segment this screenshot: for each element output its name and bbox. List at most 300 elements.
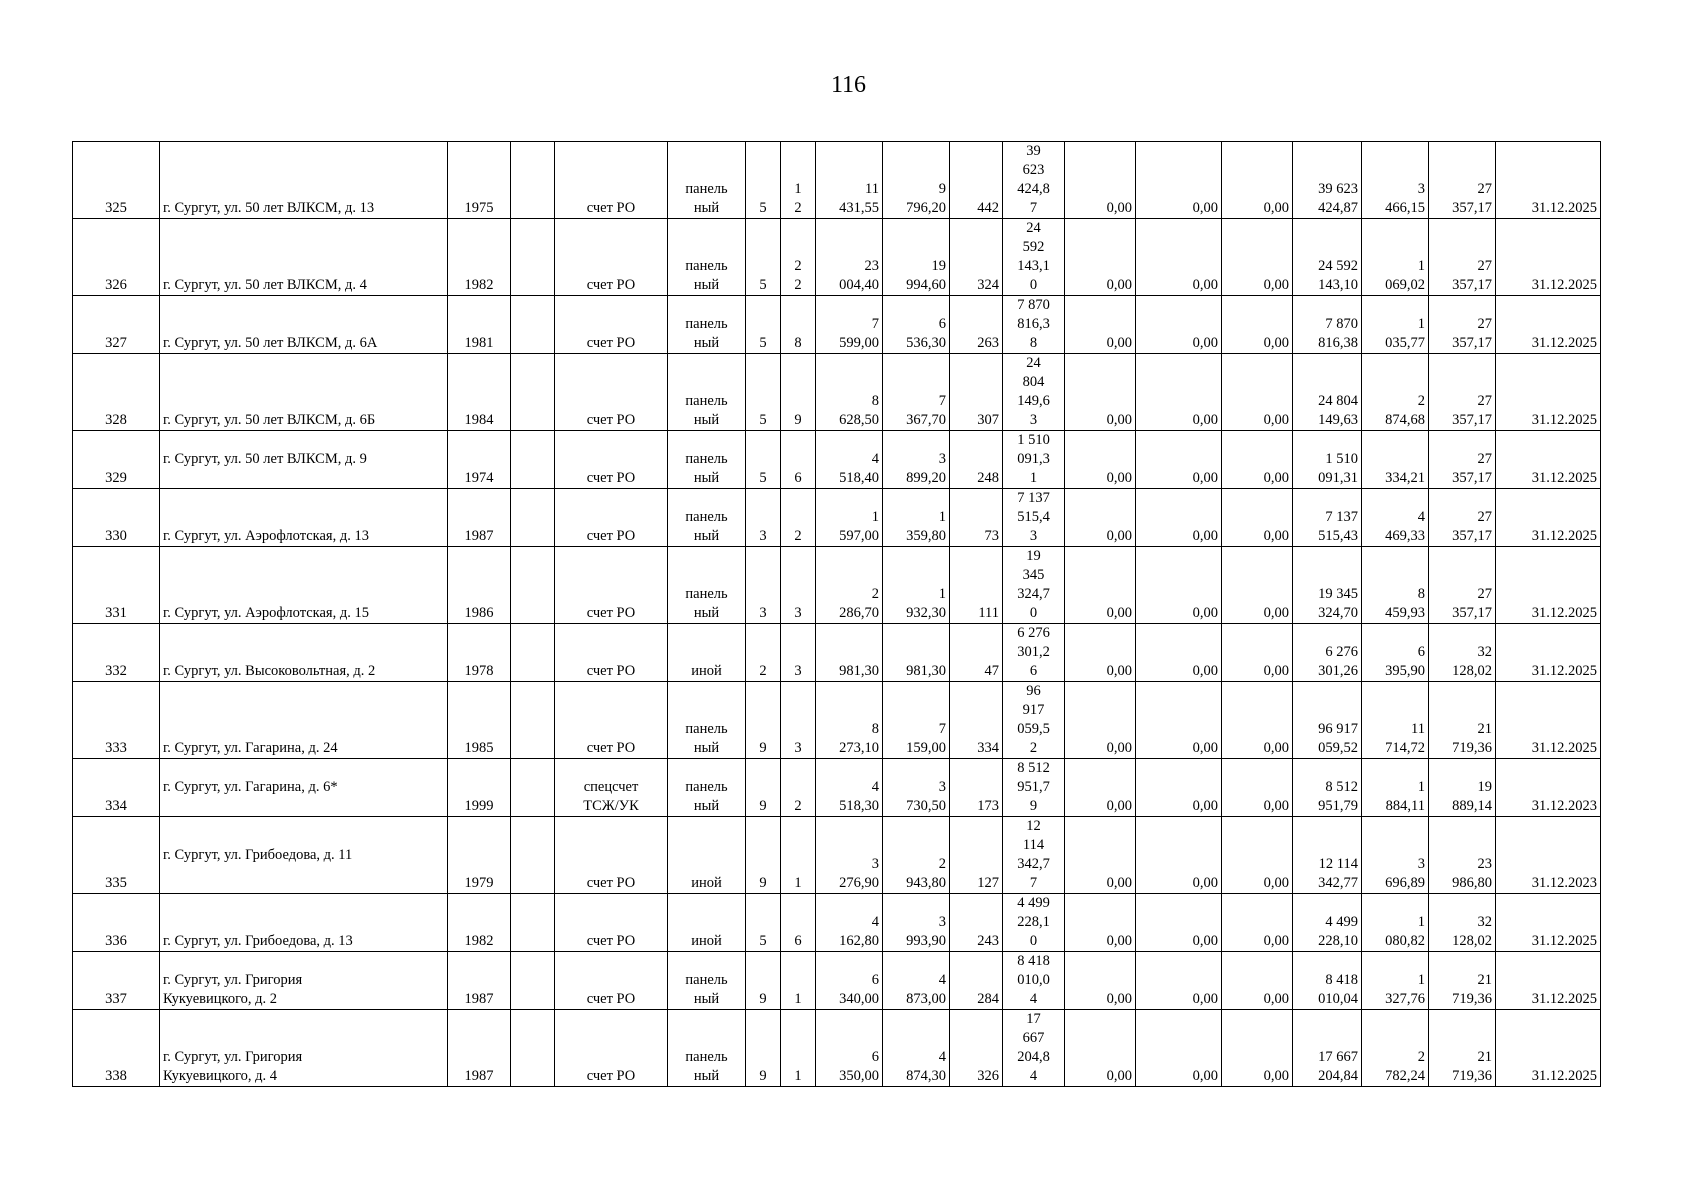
repair-cost-cell (1003, 682, 1065, 759)
floors-cell-text: 5 (759, 933, 767, 949)
row-number-cell (73, 1010, 160, 1087)
floors-cell-text: 9 (759, 991, 767, 1007)
cost-per-sqm-cell-text: 4 469,33 (1385, 509, 1425, 544)
subsidy-reg-cell (1136, 547, 1222, 624)
cost-per-sqm-cell-text: 2 782,24 (1385, 1049, 1425, 1084)
deadline-date-cell (1496, 142, 1601, 219)
subsidy-local-cell (1222, 894, 1293, 952)
cost-per-sqm-cell-text: 3 466,15 (1385, 181, 1425, 216)
residents-cell (950, 682, 1003, 759)
residents-cell (950, 817, 1003, 894)
living-area-cell (883, 759, 950, 817)
fund-method-cell (555, 489, 668, 547)
row-number-cell (73, 759, 160, 817)
limit-cost-cell-text: 27 357,17 (1452, 451, 1492, 486)
entrances-cell (781, 759, 816, 817)
subsidy-reg-cell (1136, 296, 1222, 354)
repair-cost-cell (1003, 142, 1065, 219)
owner-funds-cell (1293, 894, 1362, 952)
subsidy-local-cell (1222, 296, 1293, 354)
address-cell-text: г. Сургут, ул. Грибоедова, д. 11 (163, 846, 353, 863)
cost-per-sqm-cell (1362, 296, 1429, 354)
wall-material-cell (668, 952, 746, 1010)
table-row (73, 682, 1601, 759)
total-area-cell (816, 682, 883, 759)
table-row (73, 354, 1601, 431)
limit-cost-cell (1429, 759, 1496, 817)
fund-method-cell-text: счет РО (586, 1068, 636, 1084)
floors-cell (746, 489, 781, 547)
subsidy-fed-cell-text: 0,00 (1106, 277, 1132, 293)
build-year-cell-text: 1978 (464, 663, 494, 679)
wall-material-cell-text: панель ный (685, 509, 728, 544)
build-year-cell-text: 1981 (464, 335, 494, 351)
floors-cell-text: 2 (759, 663, 767, 679)
residents-cell (950, 759, 1003, 817)
entrances-cell (781, 431, 816, 489)
wall-material-cell-text: иной (691, 663, 722, 679)
address-cell (160, 817, 448, 894)
limit-cost-cell (1429, 1010, 1496, 1087)
deadline-date-cell-text: 31.12.2025 (1531, 740, 1597, 756)
table-row (73, 219, 1601, 296)
subsidy-local-cell (1222, 759, 1293, 817)
build-year-cell (448, 296, 511, 354)
address-cell (160, 624, 448, 682)
owner-funds-cell (1293, 296, 1362, 354)
floors-cell-text: 3 (759, 528, 767, 544)
owner-funds-cell-text: 7 137 515,43 (1318, 509, 1358, 544)
row-number-cell-text: 328 (105, 412, 127, 428)
build-year-cell (448, 682, 511, 759)
build-year-cell-text: 1979 (464, 875, 494, 891)
total-area-cell-text: 3 276,90 (839, 856, 879, 891)
subsidy-reg-cell (1136, 142, 1222, 219)
living-area-cell (883, 952, 950, 1010)
total-area-cell-text: 4 162,80 (839, 914, 879, 949)
repair-cost-cell (1003, 431, 1065, 489)
cost-per-sqm-cell (1362, 682, 1429, 759)
fund-method-cell (555, 142, 668, 219)
entrances-cell-text: 1 2 (794, 181, 802, 216)
subsidy-fed-cell-text: 0,00 (1106, 335, 1132, 351)
cost-per-sqm-cell-text: 8 459,93 (1385, 586, 1425, 621)
subsidy-local-cell (1222, 142, 1293, 219)
subsidy-reg-cell-text: 0,00 (1192, 470, 1218, 486)
fund-method-cell (555, 354, 668, 431)
fund-method-cell (555, 952, 668, 1010)
residents-cell-text: 326 (977, 1068, 999, 1084)
entrances-cell (781, 354, 816, 431)
address-cell-text: г. Сургут, ул. 50 лет ВЛКСМ, д. 6А (163, 335, 378, 351)
build-year-cell (448, 759, 511, 817)
floors-cell (746, 547, 781, 624)
deadline-date-cell (1496, 682, 1601, 759)
row-number-cell (73, 547, 160, 624)
limit-cost-cell-text: 32 128,02 (1452, 914, 1492, 949)
entrances-cell-text: 6 (794, 933, 802, 949)
total-area-cell (816, 624, 883, 682)
entrances-cell-text: 2 (794, 798, 802, 814)
repair-cost-cell (1003, 219, 1065, 296)
entrances-cell (781, 624, 816, 682)
entrances-cell (781, 489, 816, 547)
cost-per-sqm-cell (1362, 142, 1429, 219)
residents-cell-text: 173 (977, 798, 999, 814)
repair-cost-cell-text: 12 114 342,7 7 (1017, 818, 1050, 891)
repair-cost-cell-text: 17 667 204,8 4 (1017, 1011, 1050, 1084)
entrances-cell-text: 1 (794, 1068, 802, 1084)
total-area-cell (816, 219, 883, 296)
repair-cost-cell (1003, 759, 1065, 817)
residents-cell-text: 248 (977, 470, 999, 486)
address-cell-text: г. Сургут, ул. 50 лет ВЛКСМ, д. 4 (163, 277, 367, 293)
address-cell (160, 142, 448, 219)
cost-per-sqm-cell-text: 11 714,72 (1385, 721, 1425, 756)
owner-funds-cell-text: 12 114 342,77 (1318, 856, 1358, 891)
row-number-cell (73, 894, 160, 952)
subsidy-local-cell-text: 0,00 (1263, 991, 1289, 1007)
living-area-cell (883, 489, 950, 547)
wall-material-cell (668, 354, 746, 431)
cost-per-sqm-cell (1362, 354, 1429, 431)
floors-cell (746, 952, 781, 1010)
owner-funds-cell (1293, 682, 1362, 759)
owner-funds-cell (1293, 624, 1362, 682)
floors-cell-text: 5 (759, 277, 767, 293)
floors-cell (746, 894, 781, 952)
subsidy-fed-cell-text: 0,00 (1106, 875, 1132, 891)
cost-per-sqm-cell (1362, 431, 1429, 489)
subsidy-fed-cell (1065, 142, 1136, 219)
subsidy-fed-cell (1065, 354, 1136, 431)
subsidy-local-cell (1222, 489, 1293, 547)
build-year-cell-text: 1982 (464, 277, 494, 293)
subsidy-local-cell-text: 0,00 (1263, 470, 1289, 486)
floors-cell (746, 354, 781, 431)
owner-funds-cell (1293, 817, 1362, 894)
empty-cell (511, 489, 555, 547)
empty-cell (511, 817, 555, 894)
build-year-cell (448, 431, 511, 489)
subsidy-local-cell (1222, 547, 1293, 624)
owner-funds-cell-text: 17 667 204,84 (1318, 1049, 1358, 1084)
total-area-cell-text: 23 004,40 (839, 258, 879, 293)
subsidy-local-cell (1222, 431, 1293, 489)
fund-method-cell (555, 624, 668, 682)
deadline-date-cell (1496, 296, 1601, 354)
row-number-cell (73, 296, 160, 354)
deadline-date-cell-text: 31.12.2025 (1531, 335, 1597, 351)
row-number-cell-text: 336 (105, 933, 127, 949)
entrances-cell (781, 952, 816, 1010)
living-area-cell (883, 142, 950, 219)
living-area-cell (883, 817, 950, 894)
empty-cell (511, 431, 555, 489)
fund-method-cell (555, 296, 668, 354)
owner-funds-cell (1293, 547, 1362, 624)
build-year-cell (448, 547, 511, 624)
wall-material-cell (668, 142, 746, 219)
fund-method-cell (555, 759, 668, 817)
empty-cell (511, 296, 555, 354)
fund-method-cell-text: счет РО (586, 663, 636, 679)
cost-per-sqm-cell-text: 1 080,82 (1385, 914, 1425, 949)
table-row (73, 817, 1601, 894)
owner-funds-cell (1293, 142, 1362, 219)
subsidy-reg-cell-text: 0,00 (1192, 740, 1218, 756)
subsidy-local-cell-text: 0,00 (1263, 528, 1289, 544)
wall-material-cell (668, 817, 746, 894)
row-number-cell (73, 489, 160, 547)
subsidy-reg-cell (1136, 817, 1222, 894)
residents-cell-text: 263 (977, 335, 999, 351)
owner-funds-cell (1293, 759, 1362, 817)
entrances-cell (781, 1010, 816, 1087)
build-year-cell-text: 1975 (464, 200, 494, 216)
repair-cost-cell-text: 39 623 424,8 7 (1017, 143, 1050, 216)
fund-method-cell-text: счет РО (586, 200, 636, 216)
address-cell-text: г. Сургут, ул. 50 лет ВЛКСМ, д. 9 (163, 451, 367, 467)
residents-cell (950, 489, 1003, 547)
living-area-cell-text: 4 873,00 (906, 972, 946, 1007)
total-area-cell (816, 489, 883, 547)
limit-cost-cell (1429, 682, 1496, 759)
residents-cell (950, 1010, 1003, 1087)
limit-cost-cell-text: 27 357,17 (1452, 258, 1492, 293)
row-number-cell (73, 952, 160, 1010)
address-cell-text: г. Сургут, ул. Гагарина, д. 6* (163, 779, 338, 795)
deadline-date-cell-text: 31.12.2025 (1531, 1068, 1597, 1084)
build-year-cell (448, 219, 511, 296)
subsidy-fed-cell-text: 0,00 (1106, 1068, 1132, 1084)
row-number-cell-text: 332 (105, 663, 127, 679)
subsidy-local-cell (1222, 1010, 1293, 1087)
fund-method-cell-text: счет РО (586, 277, 636, 293)
row-number-cell (73, 682, 160, 759)
subsidy-fed-cell-text: 0,00 (1106, 412, 1132, 428)
total-area-cell (816, 894, 883, 952)
repair-cost-cell (1003, 624, 1065, 682)
subsidy-fed-cell-text: 0,00 (1106, 933, 1132, 949)
empty-cell (511, 142, 555, 219)
address-cell (160, 219, 448, 296)
subsidy-local-cell-text: 0,00 (1263, 663, 1289, 679)
total-area-cell (816, 759, 883, 817)
fund-method-cell-text: счет РО (586, 605, 636, 621)
fund-method-cell-text: счет РО (586, 412, 636, 428)
total-area-cell-text: 1 597,00 (839, 509, 879, 544)
repair-cost-cell (1003, 547, 1065, 624)
subsidy-local-cell-text: 0,00 (1263, 412, 1289, 428)
living-area-cell-text: 2 943,80 (906, 856, 946, 891)
living-area-cell-text: 7 367,70 (906, 393, 946, 428)
limit-cost-cell-text: 27 357,17 (1452, 316, 1492, 351)
floors-cell-text: 9 (759, 798, 767, 814)
repair-cost-cell (1003, 1010, 1065, 1087)
repair-cost-cell (1003, 817, 1065, 894)
cost-per-sqm-cell (1362, 759, 1429, 817)
residents-cell (950, 142, 1003, 219)
subsidy-fed-cell (1065, 759, 1136, 817)
row-number-cell-text: 325 (105, 200, 127, 216)
deadline-date-cell-text: 31.12.2025 (1531, 528, 1597, 544)
deadline-date-cell-text: 31.12.2025 (1531, 412, 1597, 428)
total-area-cell-text: 6 340,00 (839, 972, 879, 1007)
limit-cost-cell (1429, 547, 1496, 624)
build-year-cell-text: 1999 (464, 798, 494, 814)
row-number-cell-text: 330 (105, 528, 127, 544)
address-cell (160, 894, 448, 952)
owner-funds-cell-text: 7 870 816,38 (1318, 316, 1358, 351)
subsidy-fed-cell (1065, 431, 1136, 489)
living-area-cell (883, 682, 950, 759)
address-cell-text: г. Сургут, ул. Высоковольтная, д. 2 (163, 663, 376, 679)
address-cell (160, 354, 448, 431)
wall-material-cell-text: иной (691, 875, 722, 891)
entrances-cell-text: 1 (794, 991, 802, 1007)
cost-per-sqm-cell (1362, 817, 1429, 894)
entrances-cell (781, 219, 816, 296)
residents-cell (950, 354, 1003, 431)
limit-cost-cell (1429, 489, 1496, 547)
empty-cell (511, 952, 555, 1010)
subsidy-local-cell-text: 0,00 (1263, 798, 1289, 814)
total-area-cell-text: 8 273,10 (839, 721, 879, 756)
subsidy-local-cell-text: 0,00 (1263, 933, 1289, 949)
subsidy-fed-cell (1065, 624, 1136, 682)
limit-cost-cell-text: 21 719,36 (1452, 721, 1492, 756)
floors-cell (746, 142, 781, 219)
owner-funds-cell-text: 39 623 424,87 (1318, 181, 1358, 216)
table-row (73, 547, 1601, 624)
total-area-cell (816, 142, 883, 219)
wall-material-cell (668, 219, 746, 296)
repair-cost-cell-text: 7 137 515,4 3 (1017, 490, 1050, 544)
living-area-cell (883, 894, 950, 952)
subsidy-reg-cell (1136, 682, 1222, 759)
fund-method-cell-text: счет РО (586, 528, 636, 544)
entrances-cell (781, 142, 816, 219)
entrances-cell-text: 3 (794, 663, 802, 679)
fund-method-cell (555, 682, 668, 759)
repair-cost-cell-text: 24 592 143,1 0 (1017, 220, 1050, 293)
wall-material-cell (668, 682, 746, 759)
address-cell-text: г. Сургут, ул. Григория Кукуевицкого, д. 4 (163, 1049, 303, 1084)
entrances-cell (781, 296, 816, 354)
subsidy-reg-cell-text: 0,00 (1192, 528, 1218, 544)
subsidy-local-cell-text: 0,00 (1263, 1068, 1289, 1084)
fund-method-cell-text: спецсчет ТСЖ/УК (583, 779, 639, 814)
wall-material-cell-text: панель ный (685, 451, 728, 486)
subsidy-reg-cell-text: 0,00 (1192, 991, 1218, 1007)
cost-per-sqm-cell (1362, 894, 1429, 952)
living-area-cell-text: 3 899,20 (906, 451, 946, 486)
residents-cell (950, 624, 1003, 682)
row-number-cell-text: 335 (105, 875, 127, 891)
living-area-cell (883, 354, 950, 431)
subsidy-reg-cell-text: 0,00 (1192, 933, 1218, 949)
floors-cell-text: 9 (759, 740, 767, 756)
owner-funds-cell-text: 1 510 091,31 (1318, 451, 1358, 486)
subsidy-local-cell (1222, 219, 1293, 296)
fund-method-cell-text: счет РО (586, 740, 636, 756)
total-area-cell (816, 952, 883, 1010)
empty-cell (511, 894, 555, 952)
limit-cost-cell-text: 27 357,17 (1452, 393, 1492, 428)
empty-cell (511, 1010, 555, 1087)
residents-cell-text: 111 (978, 605, 999, 621)
owner-funds-cell-text: 8 512 951,79 (1318, 779, 1358, 814)
living-area-cell (883, 547, 950, 624)
limit-cost-cell (1429, 431, 1496, 489)
fund-method-cell-text: счет РО (586, 991, 636, 1007)
subsidy-local-cell-text: 0,00 (1263, 875, 1289, 891)
living-area-cell (883, 1010, 950, 1087)
subsidy-local-cell (1222, 952, 1293, 1010)
subsidy-reg-cell-text: 0,00 (1192, 875, 1218, 891)
cost-per-sqm-cell (1362, 1010, 1429, 1087)
total-area-cell (816, 296, 883, 354)
total-area-cell (816, 1010, 883, 1087)
address-cell (160, 489, 448, 547)
cost-per-sqm-cell (1362, 952, 1429, 1010)
row-number-cell-text: 333 (105, 740, 127, 756)
row-number-cell-text: 326 (105, 277, 127, 293)
total-area-cell-text: 4 518,30 (839, 779, 879, 814)
limit-cost-cell (1429, 142, 1496, 219)
subsidy-reg-cell-text: 0,00 (1192, 605, 1218, 621)
subsidy-reg-cell (1136, 759, 1222, 817)
address-cell-text: г. Сургут, ул. Аэрофлотская, д. 13 (163, 528, 369, 544)
address-cell-text: г. Сургут, ул. 50 лет ВЛКСМ, д. 13 (163, 200, 375, 216)
subsidy-fed-cell (1065, 894, 1136, 952)
fund-method-cell-text: счет РО (586, 470, 636, 486)
row-number-cell (73, 431, 160, 489)
fund-method-cell-text: счет РО (586, 875, 636, 891)
build-year-cell (448, 817, 511, 894)
limit-cost-cell (1429, 219, 1496, 296)
deadline-date-cell (1496, 624, 1601, 682)
owner-funds-cell (1293, 952, 1362, 1010)
row-number-cell-text: 338 (105, 1068, 127, 1084)
build-year-cell (448, 1010, 511, 1087)
total-area-cell (816, 817, 883, 894)
fund-method-cell (555, 817, 668, 894)
living-area-cell-text: 1 932,30 (906, 586, 946, 621)
build-year-cell (448, 354, 511, 431)
floors-cell (746, 296, 781, 354)
subsidy-local-cell (1222, 354, 1293, 431)
cost-per-sqm-cell-text: 1 069,02 (1385, 258, 1425, 293)
entrances-cell-text: 9 (794, 412, 802, 428)
deadline-date-cell-text: 31.12.2025 (1531, 470, 1597, 486)
fund-method-cell (555, 547, 668, 624)
repair-cost-cell-text: 8 418 010,0 4 (1017, 953, 1050, 1007)
row-number-cell (73, 817, 160, 894)
residents-cell-text: 334 (977, 740, 999, 756)
residents-cell-text: 243 (977, 933, 999, 949)
limit-cost-cell (1429, 817, 1496, 894)
build-year-cell-text: 1986 (464, 605, 494, 621)
deadline-date-cell (1496, 759, 1601, 817)
subsidy-fed-cell (1065, 682, 1136, 759)
subsidy-reg-cell-text: 0,00 (1192, 663, 1218, 679)
row-number-cell-text: 331 (105, 605, 127, 621)
floors-cell (746, 759, 781, 817)
total-area-cell-text: 2 286,70 (839, 586, 879, 621)
residents-cell-text: 127 (977, 875, 999, 891)
